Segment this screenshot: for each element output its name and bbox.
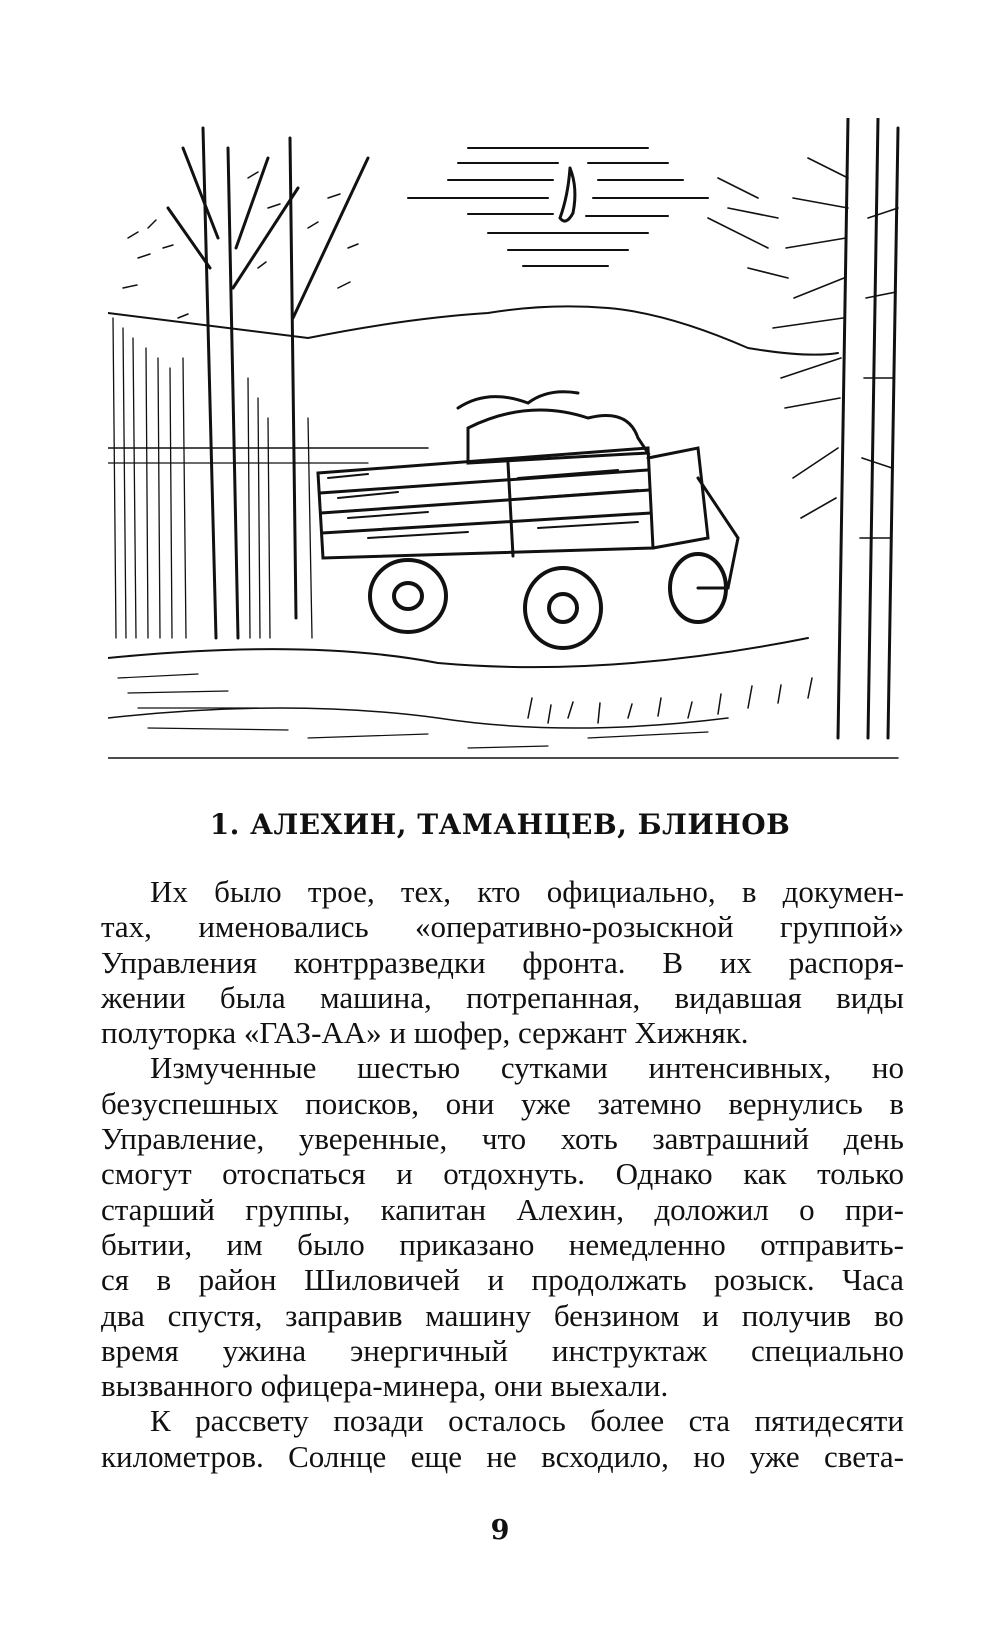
word: и xyxy=(487,1262,505,1298)
text-line xyxy=(101,1015,904,1050)
word: отдохнуть. xyxy=(443,1156,586,1192)
word: только xyxy=(817,1156,904,1192)
word: тах, xyxy=(101,909,152,945)
word: район xyxy=(198,1262,277,1298)
word: и xyxy=(389,1015,414,1051)
text-line xyxy=(101,1298,904,1333)
word: официально, xyxy=(546,874,716,909)
word: Управления xyxy=(101,944,257,980)
text-line xyxy=(101,1086,904,1121)
word: всходило, xyxy=(541,1438,669,1474)
word: трое, xyxy=(307,874,375,909)
word: позади xyxy=(333,1403,424,1439)
text-line xyxy=(101,909,904,944)
text-line xyxy=(101,980,904,1015)
word: не xyxy=(486,1438,517,1474)
word: время xyxy=(101,1332,179,1368)
word: кто xyxy=(477,874,521,909)
word: Хижняк. xyxy=(634,1015,749,1051)
word: немедленно xyxy=(568,1226,726,1262)
word: энергичный xyxy=(349,1332,509,1368)
word: но xyxy=(871,1050,904,1086)
chapter-title: 1. АЛЕХИН, ТАМАНЦЕВ, БЛИНОВ xyxy=(209,808,791,841)
word: видавшая xyxy=(674,979,802,1015)
word: именовались xyxy=(198,909,369,945)
word: хоть xyxy=(560,1121,618,1157)
word: «ГАЗ-АА» xyxy=(243,1015,390,1051)
text-line xyxy=(101,1333,904,1368)
word: потрепанная, xyxy=(466,979,641,1015)
text-line xyxy=(101,1227,904,1262)
word: им xyxy=(226,1226,263,1262)
word: шестью xyxy=(357,1050,461,1086)
word: «оперативно-розыскной xyxy=(414,909,734,945)
word: тех, xyxy=(400,874,452,909)
word: вернулись xyxy=(728,1085,863,1121)
word: было xyxy=(214,874,282,909)
word: капитан xyxy=(380,1191,487,1227)
word: отправить- xyxy=(760,1226,904,1262)
word: машину xyxy=(425,1297,531,1333)
word: Шиловичей xyxy=(303,1262,460,1298)
chapter-body-text xyxy=(101,874,904,1474)
text-line xyxy=(101,945,904,980)
word: уверенные, xyxy=(298,1121,448,1157)
text-line xyxy=(101,1403,904,1438)
word: спустя, xyxy=(167,1297,263,1333)
word: инструктаж xyxy=(551,1332,708,1368)
word: интенсивных, xyxy=(648,1050,832,1086)
word: они xyxy=(445,1085,495,1121)
word: во xyxy=(873,1297,904,1333)
word: бытии, xyxy=(101,1226,193,1262)
word: виды xyxy=(836,979,904,1015)
word: выехали. xyxy=(550,1368,669,1404)
text-line xyxy=(101,1121,904,1156)
word: было xyxy=(297,1226,365,1262)
word: но xyxy=(693,1438,726,1474)
word: сутками xyxy=(500,1050,608,1086)
text-line xyxy=(101,1156,904,1191)
word: Их xyxy=(150,874,188,909)
word: их xyxy=(719,944,752,980)
word: доложил xyxy=(654,1191,769,1227)
word: ся xyxy=(101,1262,130,1298)
text-line xyxy=(101,874,904,909)
text-line xyxy=(101,1368,904,1403)
word: поисков, xyxy=(305,1085,419,1121)
word: рассвету xyxy=(195,1403,309,1439)
text-line xyxy=(101,1050,904,1085)
word: вызванного xyxy=(101,1368,261,1404)
word: о xyxy=(799,1191,815,1227)
word: Алехин, xyxy=(516,1191,625,1227)
word: розыск. xyxy=(714,1262,815,1298)
word: в xyxy=(156,1262,172,1298)
word: группы, xyxy=(245,1191,351,1227)
word: шофер, xyxy=(413,1015,518,1051)
word: специально xyxy=(750,1332,904,1368)
word: бензином xyxy=(553,1297,680,1333)
word: день xyxy=(843,1121,904,1157)
word: Измученные xyxy=(150,1050,317,1086)
word: и xyxy=(396,1156,413,1192)
word: завтрашний xyxy=(652,1121,810,1157)
word: Однако xyxy=(615,1156,713,1192)
illustration-drawing xyxy=(108,118,904,770)
word: два xyxy=(101,1297,145,1333)
word: заправив xyxy=(285,1297,403,1333)
word: полуторка xyxy=(101,1015,244,1051)
word: затемно xyxy=(597,1085,702,1121)
word: продолжать xyxy=(531,1262,687,1298)
word: километров. xyxy=(101,1438,264,1474)
word: ужина xyxy=(222,1332,307,1368)
word: фронта. xyxy=(522,944,626,980)
word: старший xyxy=(101,1191,215,1227)
word: отоспаться xyxy=(222,1156,366,1192)
word: при- xyxy=(844,1191,904,1227)
word: безуспешных xyxy=(101,1085,279,1121)
word: распоря- xyxy=(788,944,904,980)
word: сержант xyxy=(518,1015,635,1051)
word: была xyxy=(219,979,286,1015)
word: офицера-минера, xyxy=(260,1368,495,1404)
word: ста xyxy=(688,1403,731,1439)
word: жении xyxy=(101,979,186,1015)
word: контрразведки xyxy=(293,944,486,980)
word: что xyxy=(481,1121,527,1157)
word: получив xyxy=(741,1297,852,1333)
word: группой» xyxy=(779,909,904,945)
text-line xyxy=(101,1262,904,1297)
word: как xyxy=(743,1156,787,1192)
word: приказано xyxy=(399,1226,535,1262)
word: Часа xyxy=(842,1262,904,1298)
word: они xyxy=(494,1368,551,1404)
word: смогут xyxy=(101,1156,192,1192)
page-number: 9 xyxy=(490,1515,510,1546)
word: машина, xyxy=(320,979,432,1015)
word: осталось xyxy=(448,1403,566,1439)
word: К xyxy=(150,1403,171,1439)
word: света- xyxy=(823,1438,904,1474)
word: пятидесяти xyxy=(754,1403,904,1439)
word: Солнце xyxy=(288,1438,387,1474)
word: докумен- xyxy=(782,874,904,909)
word: уже xyxy=(749,1438,800,1474)
word: В xyxy=(662,944,684,980)
word: в xyxy=(889,1085,904,1121)
truck-in-forest-illustration xyxy=(108,118,904,770)
text-line xyxy=(101,1192,904,1227)
word: более xyxy=(590,1403,665,1439)
word: Управление, xyxy=(101,1121,265,1157)
word: в xyxy=(741,874,757,909)
text-line xyxy=(101,1439,904,1474)
word: уже xyxy=(520,1085,571,1121)
word: еще xyxy=(410,1438,463,1474)
word: и xyxy=(702,1297,719,1333)
